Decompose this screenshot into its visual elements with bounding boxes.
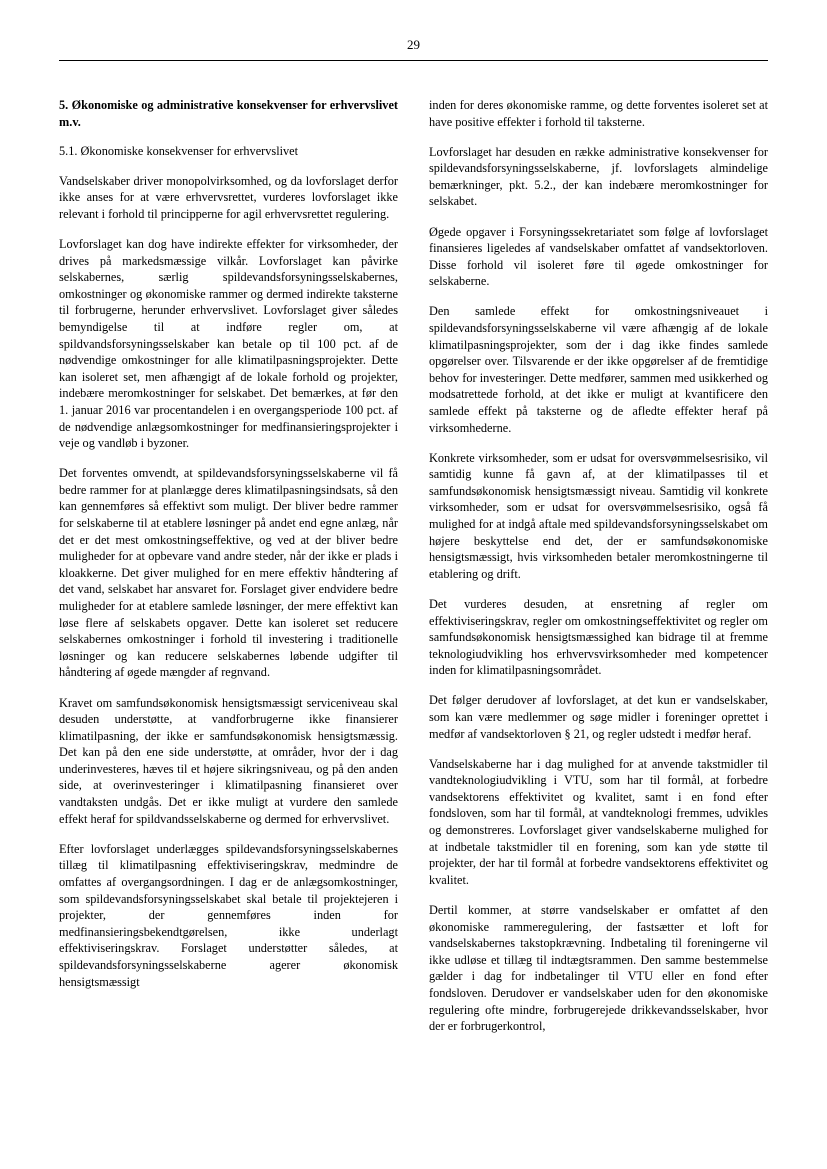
text-columns bbox=[59, 97, 768, 1035]
paragraph: Lovforslaget kan dog have indirekte effekter for virksomheder, der drives på markedsmæssige vilkår. Lovforslaget kan påvirke selskabernes, særlig spildevandsforsyningsselskabernes, omkostninger og økonomiske rammer og dermed indirekte taksterne til forbrugerne, herunder erhvervslivet. Lovforslaget giver således bemyndigelse til at indføre regler om, at spildvandsforsyningsselskaber kan betale op til 100 pct. af de nødvendige omkostninger for alle klimatilpasningsprojekter. Dette kan isoleret set, men afhængigt af de lokale forhold og projekter, indebære meromkostninger for selskabet. Det bemærkes, at før den 1. januar 2016 var procentandelen i en overgangsperiode 100 pct. af de nødvendige anlægsomkostninger for medfinansieringsprojekter i veje og vandløb i byzoner. bbox=[59, 237, 398, 451]
paragraph: Det vurderes desuden, at ensretning af regler om effektiviseringskrav, regler om omkostningseffektivitet og regler om samfundsøkonomisk hensigtsmæssighed kan bidrage til at fremme teknologiudvikling hos erhvervsvirksomheder med kompetencer inden for klimatilpasningsområdet. bbox=[429, 596, 768, 678]
page-number: 29 bbox=[407, 37, 420, 52]
section-heading: 5. Økonomiske og administrative konsekvenser for erhvervslivet m.v. bbox=[59, 98, 398, 129]
paragraph: Øgede opgaver i Forsyningssekretariatet som følge af lovforslaget finansieres ligeledes af vandselskaber omfattet af vandsektorloven. Disse forhold vil isoleret føre til øgede omkostninger for selskaberne. bbox=[429, 224, 768, 289]
paragraph: Konkrete virksomheder, som er udsat for oversvømmelsesrisiko, vil samtidig kunne få gavn af, at der klimatilpasses til et samfundsøkonomisk hensigtsmæssigt niveau. Samtidig vil konkrete virksomheder, som er udsat for oversvømmelsesrisiko, også få mulighed for at indgå aftale med spildevandsforsyningsselskabet om højere beskyttelse end det, der er samfundsøkonomiske hensigtsmæssigt, hvis virksomheden betaler meromkostningerne til etablering og drift. bbox=[429, 450, 768, 581]
left-column bbox=[59, 97, 398, 1035]
paragraph: Den samlede effekt for omkostningsniveauet i spildevandsforsyningsselskaberne vil være afhængig af de lokale klimatilpasningsprojekter, som der i dag ikke findes samlede opgørelser over. Tilsvarende er der ikke opgørelser af de fremtidige behov for investeringer. Dette medfører, sammen med usikkerhed og modsatrettede forhold, at det ikke er muligt at kvantificere den samlede effekt på taksterne og de afledte effekter heraf på virksomhederne. bbox=[429, 304, 768, 435]
right-column bbox=[429, 97, 768, 1035]
paragraph: Vandselskaber driver monopolvirksomhed, og da lovforslaget derfor ikke anses for at være erhvervsrettet, vurderes lovforslaget ikke relevant i forhold til principperne for agil erhvervsrettet regulering. bbox=[59, 173, 398, 221]
paragraph: Dertil kommer, at større vandselskaber er omfattet af den økonomiske rammeregulering, der fastsætter et loft for vandselskabernes takstopkrævning. Indbetaling til foreningerne vil ikke udløse et tillæg til indtægtsrammen. Den samme bestemmelse gælder i dag for indbetalinger til VTU eller en fond efter fondsloven. Derudover er vandselskaber uden for den økonomiske regulering ofte mindre, forbrugerejede drikkevandsselskaber, hvor der er forbrugerkontrol, bbox=[429, 902, 768, 1034]
paragraph: Det forventes omvendt, at spildevandsforsyningsselskaberne vil få bedre rammer for at planlægge deres klimatilpasningsindsats, så den kan gennemføres så effektivt som muligt. Der bliver bedre rammer for selskaberne til at etablere løsninger på andet end egne anlæg, når det er det mest omkostningseffektive, og ved at der bliver bedre muligheder for at opbevare vand andre steder, når der ikke er plads i kloakkerne. Det giver mulighed for en mere effektiv håndtering af det vand, selskabet har ansvaret for. Forslaget giver endvidere bedre muligheder for at etablere samlede løsninger, der mere effektivt kan løse flere af selskabets opgaver. Dette kan isoleret set reducere selskabernes omkostninger i forhold til investering i traditionelle løsninger og kan reducere selskabernes løbende udgifter til håndtering af øgede mængder af regnvand. bbox=[59, 466, 398, 680]
paragraph: Vandselskaberne har i dag mulighed for at anvende takstmidler til vandteknologiudvikling i VTU, som har til formål, at forbedre vandsektorens effektivitet og kvalitet, samt i en fond efter fondsloven, som har til formål, at vandteknologi fremmes, udvikles og demonstreres. Lovforslaget giver vandselskaberne mulighed for at indbetale takstmidler til en forening, som kan yde støtte til projekter, der har til formål at forbedre vandsektorens effektivitet og kvalitet. bbox=[429, 756, 768, 887]
subsection-heading: 5.1. Økonomiske konsekvenser for erhvervslivet bbox=[59, 144, 299, 159]
header-rule bbox=[59, 60, 768, 61]
paragraph: Efter lovforslaget underlægges spildevandsforsyningsselskabernes tillæg til klimatilpasning effektiviseringskrav, medmindre de omfattes af overgangsordningen. I dag er de anlægsomkostninger, som spildevandsforsyningsselskabet skal betale til projektejeren i projekter, der gennemføres inden for medfinansieringsbekendtgørelsen, ikke underlagt effektiviseringskrav. Forslaget understøtter således, at spildevandsforsyningsselskaberne agerer økonomisk hensigtsmæssigt bbox=[59, 841, 398, 989]
paragraph: Kravet om samfundsøkonomisk hensigtsmæssigt serviceniveau skal desuden understøtte, at vandforbrugerne ikke finansierer klimatilpasning, der ikke er samfundsøkonomisk hensigtsmæssig. Det kan på den ene side understøtte, at områder, hvor der i dag underinvesteres, hæves til et højere sikringsniveau, og på den anden side, at overinvesteringer i klimatilpasning finansieret over vandtaksten undgås. Det er ikke muligt at vurdere den samlede effekt heraf for spildvandsselskaberne og dermed for erhvervslivet. bbox=[59, 695, 398, 826]
paragraph: Lovforslaget har desuden en række administrative konsekvenser for spildevandsforsyningsselskaberne, jf. lovforslagets almindelige bemærkninger, pkt. 5.2., der kan indebære meromkostninger for selskabet. bbox=[429, 144, 768, 209]
paragraph: inden for deres økonomiske ramme, og dette forventes isoleret set at have positive effekter i forhold til taksterne. bbox=[429, 98, 768, 129]
paragraph: Det følger derudover af lovforslaget, at det kun er vandselskaber, som kan være medlemmer og søge midler i foreninger oprettet i medfør af vandsektorloven § 21, og regler udstedt i medfør heraf. bbox=[429, 693, 768, 741]
